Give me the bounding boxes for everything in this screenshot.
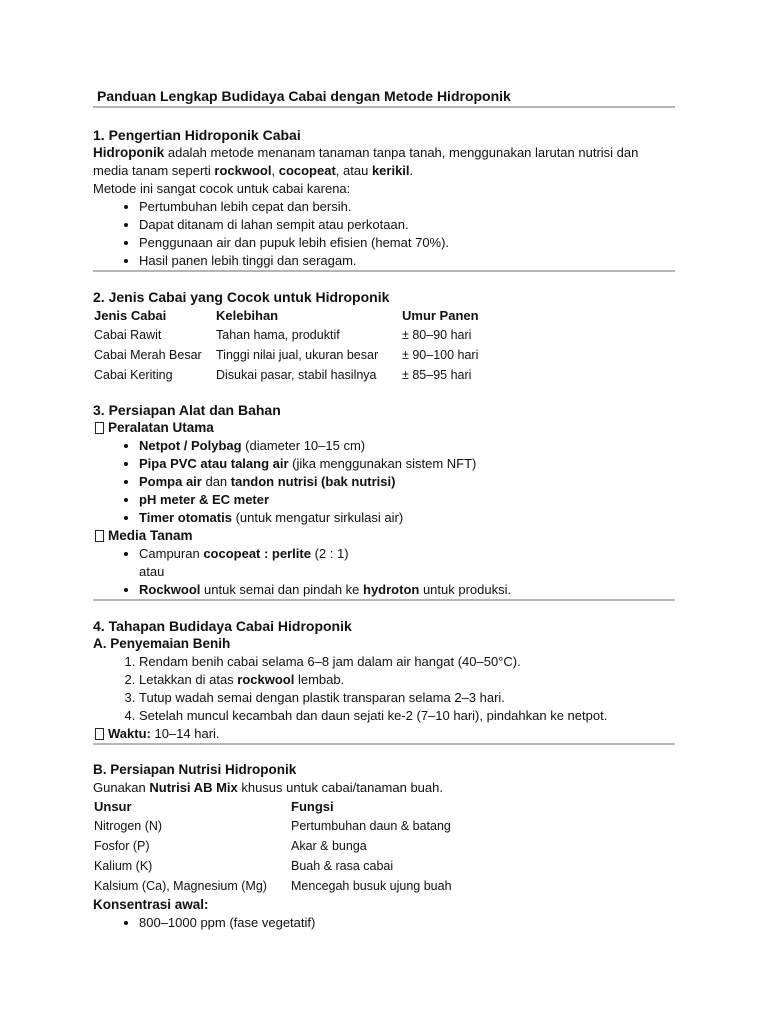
table-header-cell: Jenis Cabai [94, 308, 167, 323]
list-item [139, 671, 675, 689]
bold-text: Netpot / Polybag [139, 438, 242, 453]
table-cell: Tinggi nilai jual, ukuran besar [216, 348, 379, 362]
table-row [93, 816, 454, 836]
text-segment: untuk produksi. [419, 582, 512, 597]
list-item [139, 509, 675, 527]
bold-text: Timer otomatis [139, 510, 232, 525]
table-header-cell: Unsur [94, 799, 132, 814]
missing-glyph-icon [95, 530, 104, 542]
subheading-text: Peralatan Utama [108, 420, 214, 435]
section-1-paragraph [93, 144, 675, 180]
table-cell: ± 90–100 hari [402, 348, 479, 362]
bold-text: Waktu: [108, 726, 151, 741]
list-item [139, 689, 675, 707]
table-cell: Fosfor (P) [94, 839, 150, 853]
bold-text: Pipa PVC atau talang air [139, 456, 289, 471]
list-item [139, 437, 675, 455]
benefit-list [93, 198, 675, 270]
text-segment: (diameter 10–15 cm) [241, 438, 366, 453]
concentration-heading: Konsentrasi awal: [93, 897, 209, 912]
table-cell: Mencegah busuk ujung buah [291, 879, 452, 893]
bold-text: tandon nutrisi (bak nutrisi) [230, 474, 396, 489]
table-row [93, 325, 481, 345]
text-segment: dan [201, 474, 231, 489]
nutrient-table [93, 797, 454, 896]
text-segment: Gunakan [93, 780, 150, 795]
text-segment: , [271, 163, 279, 178]
subheading-peralatan [93, 419, 675, 437]
seeding-steps-list [93, 653, 675, 725]
list-item [139, 473, 675, 491]
table-row [93, 365, 481, 385]
table-cell: Kalsium (Ca), Magnesium (Mg) [94, 879, 267, 893]
concentration-list [93, 914, 675, 932]
bold-text: Rockwool [139, 582, 201, 597]
nutrient-intro [93, 779, 675, 797]
table-cell: Disukai pasar, stabil hasilnya [216, 368, 377, 382]
table-cell: Cabai Rawit [94, 328, 162, 342]
table-cell: ± 85–95 hari [402, 368, 472, 382]
term-kerikil: kerikil [371, 163, 410, 178]
list-item: • Penggunaan air dan pupuk lebih efisien (hemat 70%). [139, 234, 675, 252]
table-header-row [93, 306, 481, 325]
table-cell: Tahan hama, produktif [216, 328, 340, 342]
table-cell: Buah & rasa cabai [291, 859, 394, 873]
section-2-heading: 2. Jenis Cabai yang Cocok untuk Hidroponik [93, 289, 390, 305]
text-segment: (jika menggunakan sistem NFT) [288, 456, 477, 471]
bold-text: hydroton [363, 582, 420, 597]
table-row [93, 876, 454, 896]
table-cell: Cabai Merah Besar [94, 348, 202, 362]
bold-text: cocopeat : perlite [203, 546, 311, 561]
term-hidroponik: Hidroponik [93, 145, 165, 160]
bold-text: Nutrisi AB Mix [149, 780, 238, 795]
text-segment: 10–14 hari. [150, 726, 220, 741]
list-item [139, 707, 675, 725]
table-cell: Nitrogen (N) [94, 819, 163, 833]
list-item [139, 455, 675, 473]
table-row [93, 856, 454, 876]
section-1-heading: 1. Pengertian Hidroponik Cabai [93, 127, 301, 143]
text-segment: , atau [335, 163, 372, 178]
missing-glyph-icon [95, 728, 104, 740]
text-segment: khusus untuk cabai/tanaman buah. [237, 780, 443, 795]
text-segment: untuk semai dan pindah ke [200, 582, 364, 597]
table-cell: Pertumbuhan daun & batang [291, 819, 451, 833]
list-item: • Dapat ditanam di lahan sempit atau perkotaan. [139, 216, 675, 234]
bold-text: pH meter & EC meter [139, 492, 270, 507]
text-segment: Rendam benih cabai selama 6–8 jam dalam air hangat (40–50°C). [139, 654, 521, 669]
list-item: • 800–1000 ppm (fase vegetatif) [139, 914, 675, 932]
table-cell: ± 80–90 hari [402, 328, 472, 342]
list-item [139, 491, 675, 509]
media-list [93, 545, 675, 599]
list-item: • Hasil panen lebih tinggi dan seragam. [139, 252, 675, 270]
subheading-media [93, 527, 675, 545]
bold-text: rockwool [237, 672, 295, 687]
text-segment: (2 : 1) [310, 546, 349, 561]
document-title: Panduan Lengkap Budidaya Cabai dengan Metode Hidroponik [97, 88, 511, 104]
table-header-cell: Umur Panen [402, 308, 479, 323]
list-item: • Pertumbuhan lebih cepat dan bersih. [139, 198, 675, 216]
text-segment: atau [139, 564, 165, 579]
table-row [93, 836, 454, 856]
text-segment: . [409, 163, 414, 178]
text-segment: Letakkan di atas [139, 672, 238, 687]
section-3-heading: 3. Persiapan Alat dan Bahan [93, 402, 281, 418]
list-item [139, 545, 675, 581]
text-segment: Setelah muncul kecambah dan daun sejati ke-2 (7–10 hari), pindahkan ke netpot. [139, 708, 608, 723]
chili-types-table [93, 306, 481, 385]
table-cell: Akar & bunga [291, 839, 367, 853]
tools-list [93, 437, 675, 527]
section-1-intro-list: Metode ini sangat cocok untuk cabai karena: [93, 181, 351, 196]
subheading-text: Media Tanam [108, 528, 193, 543]
table-cell: Cabai Keriting [94, 368, 173, 382]
table-header-row [93, 797, 454, 816]
bold-text: Pompa air [139, 474, 202, 489]
term-rockwool: rockwool [214, 163, 272, 178]
waktu-line [93, 725, 675, 743]
document-page [93, 86, 675, 932]
subheading-nutrisi: B. Persiapan Nutrisi Hidroponik [93, 762, 297, 777]
list-item [139, 653, 675, 671]
text-segment: lembab. [294, 672, 345, 687]
table-header-cell: Kelebihan [216, 308, 279, 323]
text-segment: Tutup wadah semai dengan plastik transparan selama 2–3 hari. [139, 690, 505, 705]
text-segment: adalah metode menanam tanaman tanpa tanah, menggunakan larutan nutrisi dan media tanam seperti [93, 145, 639, 178]
table-cell: Kalium (K) [94, 859, 153, 873]
list-item [139, 581, 675, 599]
text-segment: (untuk mengatur sirkulasi air) [231, 510, 404, 525]
term-cocopeat: cocopeat [278, 163, 336, 178]
table-header-cell: Fungsi [291, 799, 334, 814]
subheading-penyemaian: A. Penyemaian Benih [93, 636, 231, 651]
missing-glyph-icon [95, 422, 104, 434]
text-segment: Campuran [139, 546, 204, 561]
table-row [93, 345, 481, 365]
section-4-heading: 4. Tahapan Budidaya Cabai Hidroponik [93, 618, 352, 634]
